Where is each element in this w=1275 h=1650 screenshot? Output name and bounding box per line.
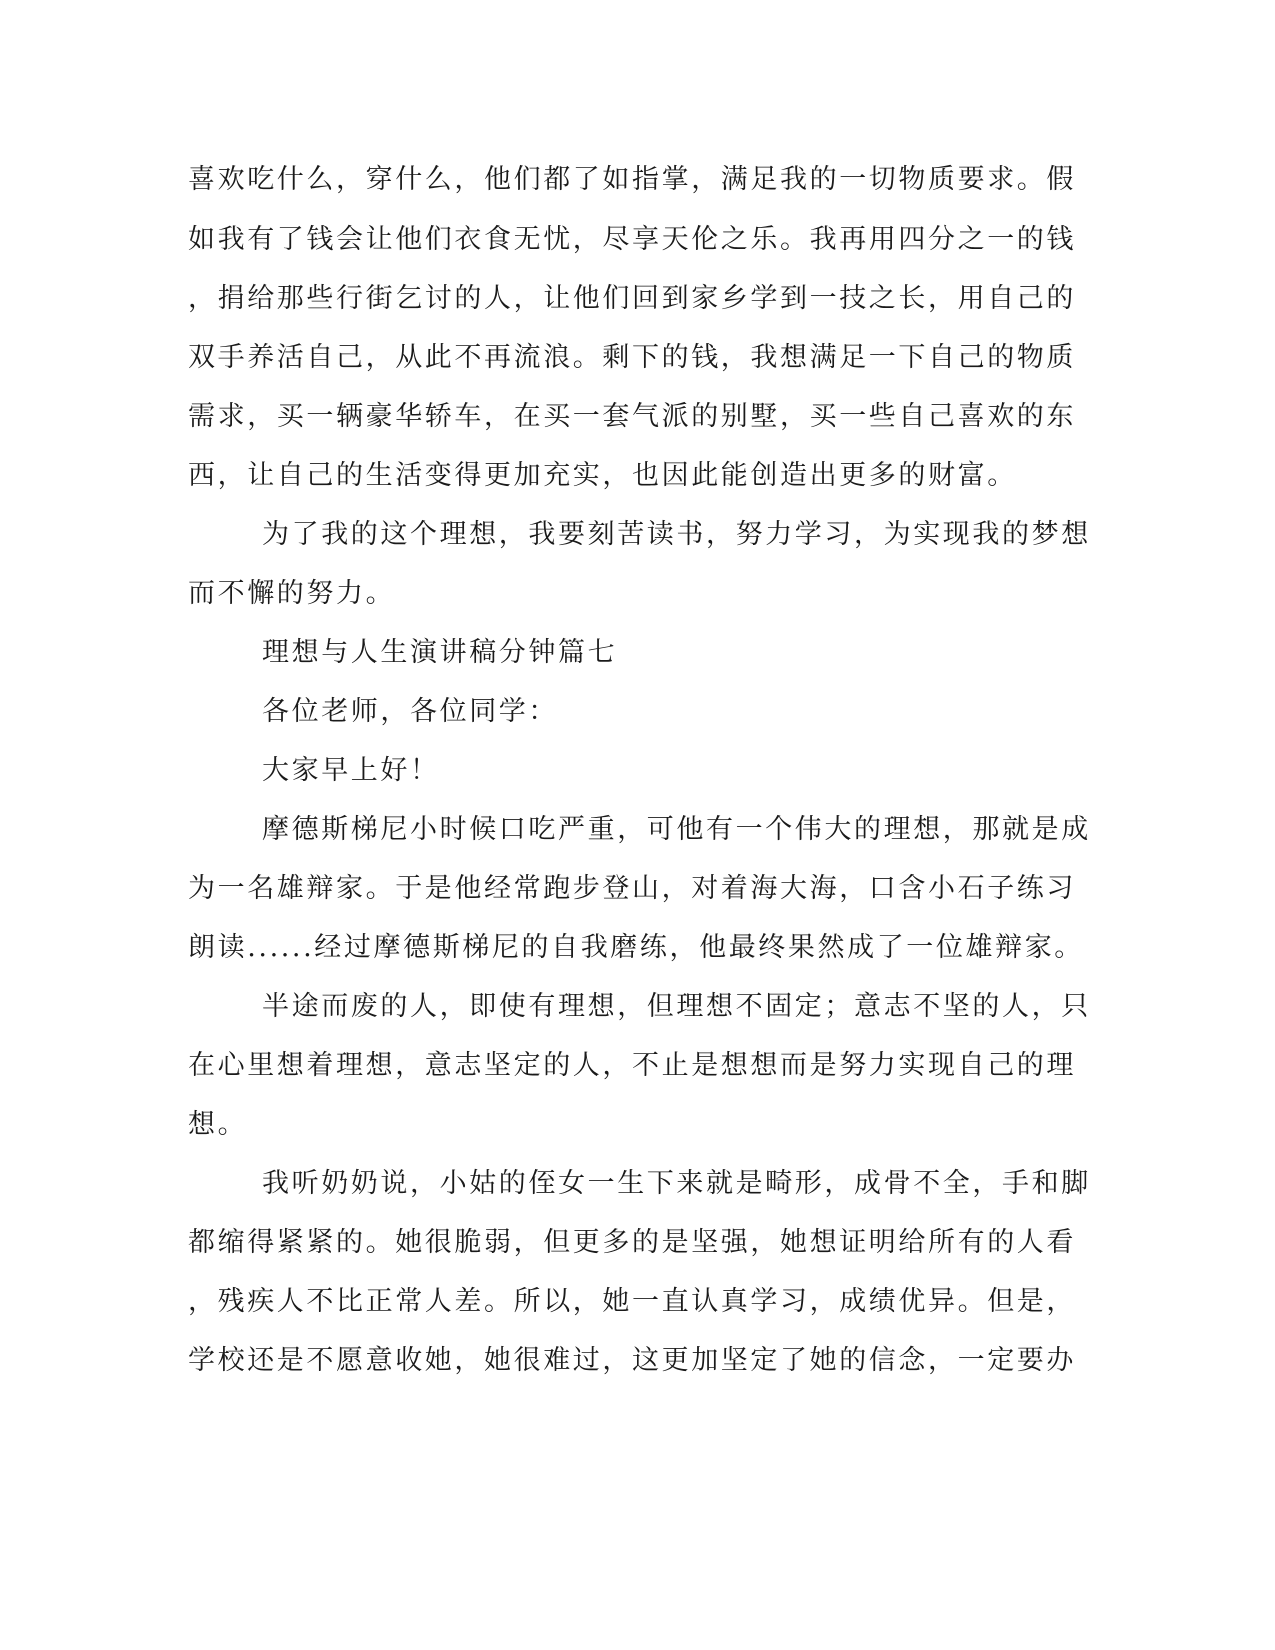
text-line-4: 双手养活自己，从此不再流浪。剩下的钱，我想满足一下自己的物质 (188, 342, 1076, 373)
text-line-13: 为一名雄辩家。于是他经常跑步登山，对着海大海，口含小石子练习 (188, 873, 1076, 904)
text-line-7: 为了我的这个理想，我要刻苦读书，努力学习，为实现我的梦想 (262, 519, 1091, 550)
text-line-3: ，捐给那些行街乞讨的人，让他们回到家乡学到一技之长，用自己的 (188, 283, 1076, 314)
text-line-15: 半途而废的人，即使有理想，但理想不固定；意志不坚的人，只 (262, 991, 1091, 1022)
text-line-20: ，残疾人不比正常人差。所以，她一直认真学习，成绩优异。但是， (188, 1286, 1076, 1317)
text-line-8: 而不懈的努力。 (188, 578, 396, 609)
text-line-19: 都缩得紧紧的。她很脆弱，但更多的是坚强，她想证明给所有的人看 (188, 1227, 1076, 1258)
text-line-21: 学校还是不愿意收她，她很难过，这更加坚定了她的信念，一定要办 (188, 1345, 1076, 1376)
text-line-6: 西，让自己的生活变得更加充实，也因此能创造出更多的财富。 (188, 460, 1017, 491)
text-line-1: 喜欢吃什么，穿什么，他们都了如指掌，满足我的一切物质要求。假 (188, 164, 1076, 195)
text-line-17: 想。 (188, 1109, 248, 1140)
text-line-2: 如我有了钱会让他们衣食无忧，尽享天伦之乐。我再用四分之一的钱 (188, 224, 1076, 255)
text-line-16: 在心里想着理想，意志坚定的人，不止是想想而是努力实现自己的理 (188, 1050, 1076, 1081)
text-line-12: 摩德斯梯尼小时候口吃严重，可他有一个伟大的理想，那就是成 (262, 814, 1091, 845)
salutation: 各位老师，各位同学： (262, 696, 558, 727)
text-line-5: 需求，买一辆豪华轿车，在买一套气派的别墅，买一些自己喜欢的东 (188, 401, 1076, 432)
greeting: 大家早上好！ (262, 755, 440, 786)
text-line-14: 朗读......经过摩德斯梯尼的自我磨练，他最终果然成了一位雄辩家。 (188, 932, 1084, 963)
text-line-18: 我听奶奶说，小姑的侄女一生下来就是畸形，成骨不全，手和脚 (262, 1168, 1091, 1199)
section-heading: 理想与人生演讲稿分钟篇七 (262, 637, 618, 668)
